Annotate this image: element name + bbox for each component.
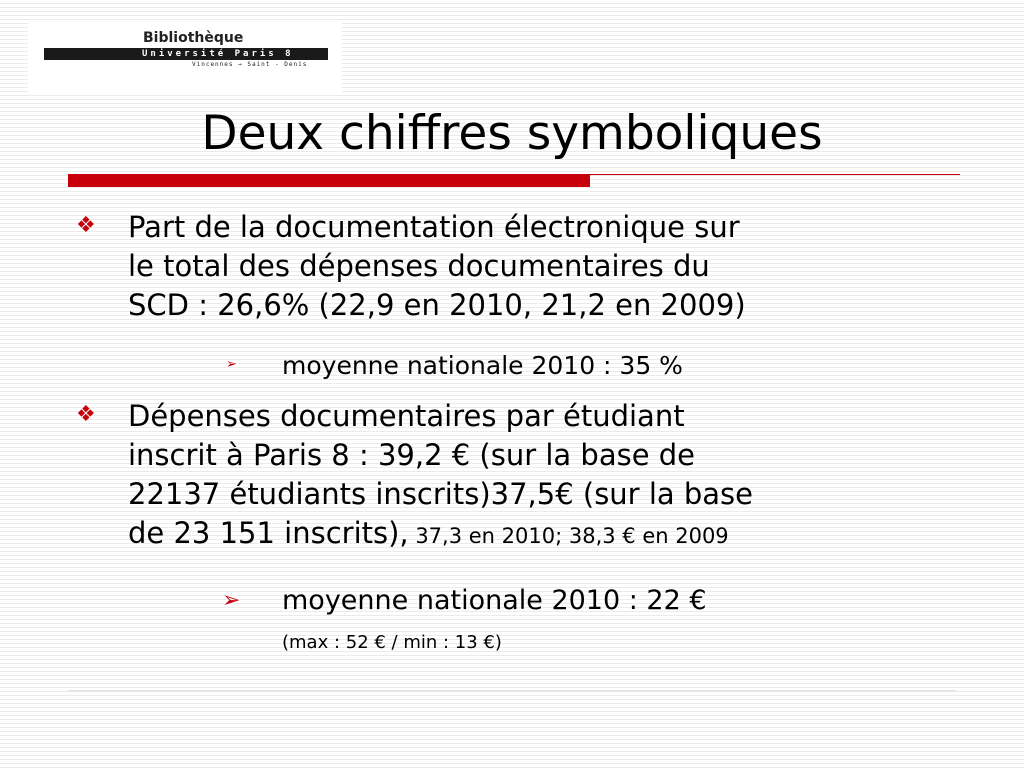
bullet-line: 22137 étudiants inscrits)37,5€ (sur la base [128,477,754,511]
title-underline-thin [590,174,960,175]
bullet-line: Dépenses documentaires par étudiant [128,399,685,433]
four-diamond-icon: ❖ [76,402,96,427]
footer-rule [68,690,956,692]
sub-bullet-national-average-electronic [226,349,683,383]
sub-bullet-text: moyenne nationale 2010 : 22 € [282,585,707,616]
library-logo [28,20,342,94]
four-diamond-icon: ❖ [76,213,96,238]
bullet-spending-per-student [76,397,968,556]
bullet-line: le total des dépenses documentaires du [128,249,710,283]
bullet-line-last [128,514,968,556]
bullet-electronic-share [76,208,968,325]
slide-title: Deux chiffres symboliques [201,106,823,161]
bullet-line: inscrit à Paris 8 : 39,2 € (sur la base de [128,438,696,472]
bullet-line: SCD : 26,6% (22,9 en 2010, 21,2 en 2009) [128,288,746,322]
sub-bullet-national-average-spending [222,584,707,618]
logo-university: Université Paris 8 [142,49,294,59]
arrowhead-icon: ➢ [226,357,237,372]
arrowhead-icon: ➢ [222,588,241,613]
sub-bullet-note: (max : 52 € / min : 13 €) [282,632,502,653]
logo-title: Bibliothèque [143,30,244,46]
logo-university-bar [44,48,328,60]
bullet-line: Part de la documentation électronique sur [128,210,740,244]
logo-subtitle: Vincennes → Saint - Denis [192,61,308,68]
bullet-line-main: de 23 151 inscrits), [128,516,409,550]
title-underline [68,174,590,187]
bullet-line-small: 37,3 en 2010; 38,3 € en 2009 [408,524,729,548]
sub-bullet-text: moyenne nationale 2010 : 35 % [282,351,683,380]
